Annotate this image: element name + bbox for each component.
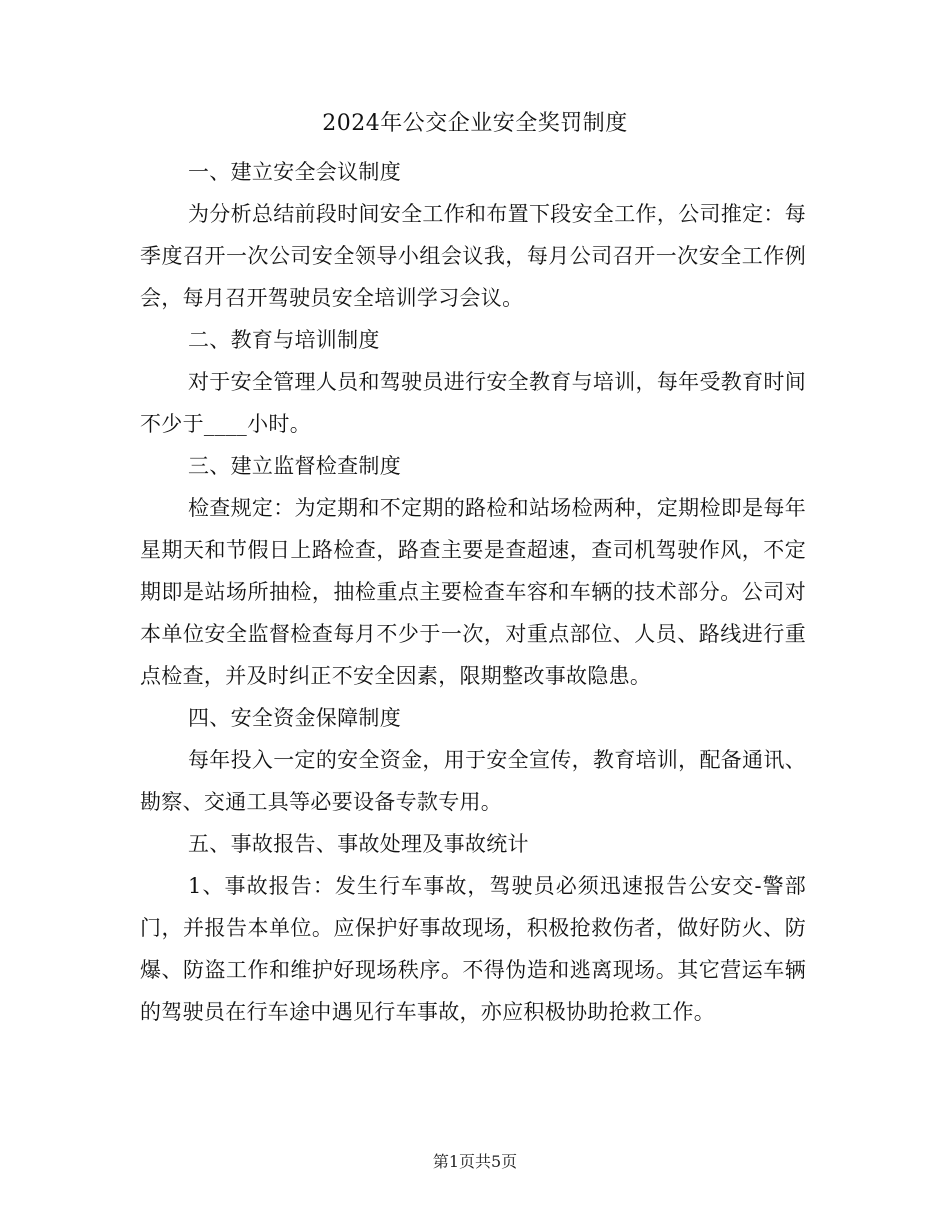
section-heading-meeting: 一、建立安全会议制度 bbox=[188, 160, 401, 184]
document-title: 2024年公交企业安全奖罚制度 bbox=[322, 111, 628, 136]
paragraph-training: 对于安全管理人员和驾驶员进行安全教育与培训，每年受教育时间不少于____小时。 bbox=[140, 370, 806, 436]
paragraph-funding: 每年投入一定的安全资金，用于安全宣传，教育培训，配备通讯、勘察、交通工具等必要设备专款专用。 bbox=[140, 748, 806, 814]
paragraph-inspection: 检查规定：为定期和不定期的路检和站场检两种，定期检即是每年星期天和节假日上路检查，路查主要是查超速，查司机驾驶作风，不定期即是站场所抽检，抽检重点主要检查车容和车辆的技术部分。公司对本单位安全监督检查每月不少于一次，对重点部位、人员、路线进行重点检查，并及时纠正不安全因素，限期整改事故隐患。 bbox=[140, 496, 806, 688]
paragraph-meeting: 为分析总结前段时间安全工作和布置下段安全工作，公司推定：每季度召开一次公司安全领导小组会议我，每月公司召开一次安全工作例会，每月召开驾驶员安全培训学习会议。 bbox=[140, 202, 806, 310]
paragraph-accident-report: 1、事故报告：发生行车事故，驾驶员必须迅速报告公安交-警部门，并报告本单位。应保护好事故现场，积极抢救伤者，做好防火、防爆、防盗工作和维护好现场秩序。不得伪造和逃离现场。其它营运车辆的驾驶员在行车途中遇见行车事故，亦应积极协助抢救工作。 bbox=[140, 874, 806, 1024]
document-body bbox=[140, 151, 806, 1033]
page-number: 第1页共5页 bbox=[432, 1152, 518, 1171]
section-heading-training: 二、教育与培训制度 bbox=[188, 328, 380, 352]
section-heading-funding: 四、安全资金保障制度 bbox=[188, 706, 401, 730]
section-heading-inspection: 三、建立监督检查制度 bbox=[188, 454, 401, 478]
section-heading-accident: 五、事故报告、事故处理及事故统计 bbox=[188, 832, 529, 856]
